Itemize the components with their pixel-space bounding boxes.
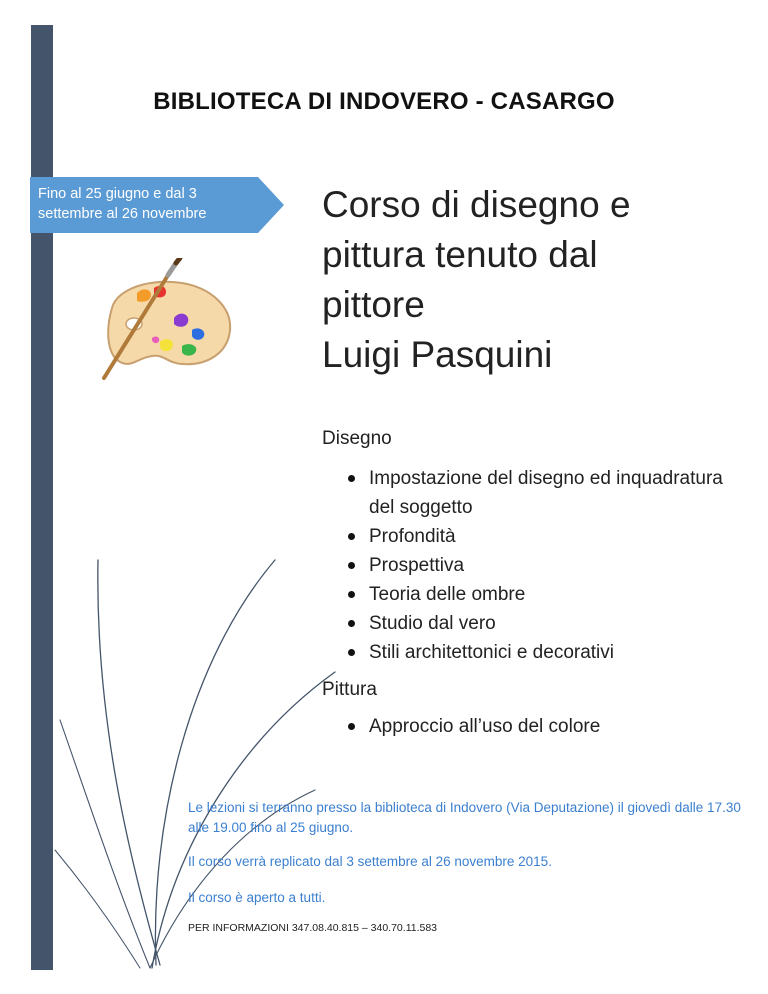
course-title-line: Luigi Pasquini: [322, 334, 553, 375]
course-title-line: pittura tenuto dal: [322, 234, 598, 275]
contact-info: PER INFORMAZIONI 347.08.40.815 – 340.70.11.583: [188, 922, 438, 934]
date-tag: [30, 177, 284, 233]
repeat-info: Il corso verrà replicato dal 3 settembre al 26 novembre 2015.: [188, 854, 552, 869]
lessons-info: Le lezioni si terranno presso la biblioteca di Indovero (Via Deputazione) il giovedì dalle 17.30 alle 19.00 fino al 25 giugno.: [188, 800, 741, 835]
date-tag-text: Fino al 25 giugno e dal 3 settembre al 26 novembre: [38, 186, 207, 222]
header-title: BIBLIOTECA DI INDOVERO - CASARGO: [153, 88, 615, 115]
open-info: Il corso è aperto a tutti.: [188, 890, 326, 905]
paint-palette-icon: [92, 258, 242, 383]
list-item: Profondità: [345, 522, 725, 551]
course-title-line: pittore: [322, 284, 425, 325]
list-item: Teoria delle ombre: [345, 580, 725, 609]
pittura-topic-list: [345, 712, 725, 741]
section-heading-disegno: Disegno: [322, 428, 392, 449]
list-item: Stili architettonici e decorativi: [345, 638, 725, 667]
list-item: Prospettiva: [345, 551, 725, 580]
course-title-line: Corso di disegno e: [322, 184, 631, 225]
list-item: Impostazione del disegno ed inquadratura del soggetto: [345, 464, 725, 522]
disegno-topic-list: [345, 464, 725, 667]
list-item: Studio dal vero: [345, 609, 725, 638]
section-heading-pittura: Pittura: [322, 679, 377, 700]
sidebar-bar: [31, 25, 53, 970]
course-title: [322, 180, 742, 380]
list-item: Approccio all’uso del colore: [345, 712, 725, 741]
